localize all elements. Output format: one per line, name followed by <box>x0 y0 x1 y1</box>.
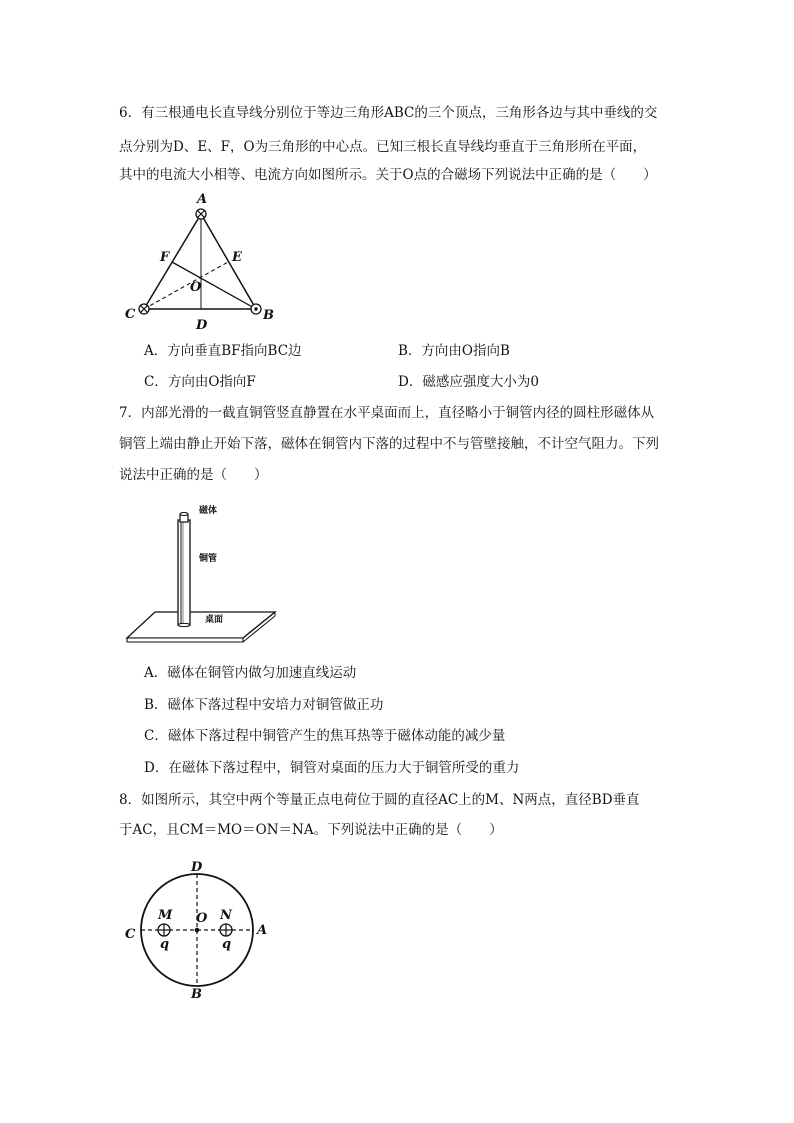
q7-option-c[interactable]: C．磁体下落过程中铜管产生的焦耳热等于磁体动能的减少量 <box>144 728 506 744</box>
label-d: D <box>196 318 208 333</box>
label-a: A <box>257 923 268 938</box>
label-b: B <box>191 987 202 1002</box>
label-m: M <box>158 908 173 923</box>
wire-a-into-page-icon <box>196 209 206 219</box>
label-magnet: 磁体 <box>199 506 218 516</box>
wire-c-into-page-icon <box>139 304 149 314</box>
charge-m-plus-icon <box>158 924 170 936</box>
q6-option-a[interactable]: A．方向垂直BF指向BC边 <box>144 343 302 359</box>
q7-option-b[interactable]: B．磁体下落过程中安培力对铜管做正功 <box>144 697 384 713</box>
label-q-n: q <box>222 937 232 952</box>
label-b: B <box>263 308 274 323</box>
q6-stem-line2: 点分别为D、E、F，O为三角形的中心点。已知三根长直导线均垂直于三角形所在平面， <box>119 139 647 155</box>
label-tabletop: 桌面 <box>205 615 224 625</box>
q7-stem-line2: 铜管上端由静止开始下落，磁体在铜管内下落的过程中不与管壁接触，不计空气阻力。下列 <box>119 436 659 452</box>
charge-n-plus-icon <box>220 924 232 936</box>
q6-stem-line1: 6．有三根通电长直导线分别位于等边三角形ABC的三个顶点，三角形各边与其中垂线的交 <box>119 105 658 121</box>
q6-option-d[interactable]: D．磁感应强度大小为0 <box>398 374 539 390</box>
label-f: F <box>160 250 170 265</box>
label-c: C <box>125 307 136 322</box>
label-a: A <box>197 192 208 207</box>
label-d: D <box>191 860 203 875</box>
label-o: O <box>190 280 202 295</box>
q7-copper-pipe-figure <box>125 500 275 648</box>
label-o: O <box>196 911 208 926</box>
q7-option-d[interactable]: D．在磁体下落过程中，铜管对桌面的压力大于铜管所受的重力 <box>144 760 520 776</box>
q8-circle-charges-figure <box>120 855 270 1000</box>
q6-option-c[interactable]: C．方向由O指向F <box>144 374 256 390</box>
wire-b-out-of-page-icon <box>251 304 261 314</box>
q7-stem-line1: 7．内部光滑的一截直铜管竖直静置在水平桌面而上，直径略小于铜管内径的圆柱形磁体从 <box>119 405 655 421</box>
q8-stem-line2: 于AC，且CM＝MO＝ON＝NA。下列说法中正确的是（ ） <box>119 822 503 838</box>
q7-option-a[interactable]: A．磁体在铜管内做匀加速直线运动 <box>144 665 357 681</box>
q6-option-b[interactable]: B．方向由O指向B <box>398 343 510 359</box>
label-copper-pipe: 铜管 <box>199 554 218 564</box>
q6-triangle-figure <box>120 192 280 332</box>
label-e: E <box>232 250 242 265</box>
q8-stem-line1: 8．如图所示，其空中两个等量正点电荷位于圆的直径AC上的M、N两点，直径BD垂直 <box>119 792 640 808</box>
label-c: C <box>125 927 136 942</box>
q7-stem-line3: 说法中正确的是（ ） <box>119 467 268 483</box>
label-q-m: q <box>160 937 170 952</box>
q6-stem-line3: 其中的电流大小相等、电流方向如图所示。关于O点的合磁场下列说法中正确的是（ ） <box>119 167 657 183</box>
label-n: N <box>220 908 232 923</box>
